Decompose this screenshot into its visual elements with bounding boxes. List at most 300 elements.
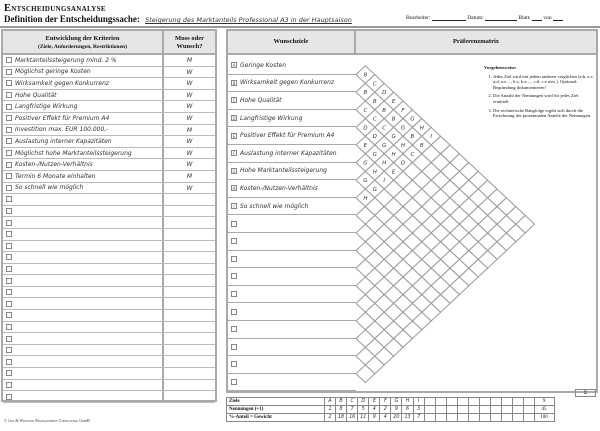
- wunschziele-header: Wunschziele: [228, 31, 356, 53]
- criteria-text: Marktanteilssteigerung mind. 2 %: [15, 56, 117, 64]
- matrix-winner-label: E: [391, 99, 396, 105]
- criteria-cell[interactable]: [3, 264, 164, 275]
- procedure-step: 3. Die rechnerische Rangfolge ergibt sich durch die Errechnung der prozentualen Anteile der Nennungen.: [493, 108, 596, 119]
- procedure-step: 1. Jedes Ziel wird mit jedem anderen verglichen (a:b, a:c, a:d, a:e ..., b:c, b:e ..., c:d, c:e usw.). Optional: Begründung dokumentieren!: [493, 74, 596, 91]
- criteria-header-subtitle: (Ziele, Anforderungen, Restriktionen): [38, 44, 127, 50]
- definition-line: [4, 14, 352, 24]
- criteria-row: [3, 287, 215, 299]
- datum-field[interactable]: [485, 15, 517, 21]
- matrix-winner-label: G: [363, 178, 368, 185]
- wunschziel-text: Kosten-/Nutzen-Verhältnis: [240, 184, 318, 192]
- wunschziel-row[interactable]: [228, 251, 356, 269]
- criteria-checkbox[interactable]: [6, 150, 12, 156]
- criteria-checkbox[interactable]: [6, 115, 12, 121]
- criteria-text: So schnell wie möglich: [15, 184, 84, 192]
- summary-cell[interactable]: 3: [413, 406, 424, 414]
- summary-cell-empty[interactable]: [479, 406, 490, 414]
- criteria-checkbox[interactable]: [6, 370, 12, 376]
- procedure-box: [484, 65, 596, 122]
- summary-cell-empty[interactable]: [523, 406, 534, 414]
- criteria-cell[interactable]: [3, 368, 164, 379]
- summary-cell-empty[interactable]: [512, 414, 523, 422]
- praeferenzmatrix-header: Präferenzmatrix: [452, 38, 500, 45]
- criteria-row: [3, 322, 215, 334]
- wunschziel-letter-box: H: [232, 186, 236, 192]
- summary-cell-empty[interactable]: [512, 406, 523, 414]
- summary-cell[interactable]: 8: [336, 406, 347, 414]
- matrix-winner-label: D: [400, 160, 406, 167]
- summary-cell-empty[interactable]: [435, 414, 446, 422]
- summary-cell[interactable]: 6: [402, 406, 413, 414]
- muss-wunsch-cell[interactable]: [164, 333, 215, 344]
- criteria-cell[interactable]: [3, 67, 164, 78]
- summary-cell[interactable]: 4: [380, 414, 391, 422]
- summary-cell-empty[interactable]: [446, 398, 457, 406]
- muss-wunsch-cell[interactable]: [164, 264, 215, 275]
- muss-wunsch-cell[interactable]: W: [186, 161, 193, 169]
- wunschziel-letter-box: I: [231, 203, 237, 209]
- criteria-cell[interactable]: [3, 101, 164, 112]
- matrix-winner-label: C: [372, 81, 377, 88]
- wunschziel-row[interactable]: [228, 110, 356, 128]
- summary-cell-empty[interactable]: [435, 406, 446, 414]
- summary-sum-cell: 100: [534, 414, 554, 422]
- muss-wunsch-cell[interactable]: M: [186, 172, 193, 180]
- criteria-checkbox[interactable]: [6, 127, 12, 133]
- criteria-table: [1, 29, 217, 402]
- criteria-text: Positiver Effekt für Premium A4: [15, 114, 110, 122]
- wunschziel-text: Positiver Effekt für Premium A4: [240, 132, 335, 140]
- wunschziel-row[interactable]: [228, 75, 356, 93]
- muss-wunsch-cell[interactable]: W: [186, 80, 193, 88]
- criteria-text: Auslastung interner Kapazitäten: [15, 137, 112, 145]
- criteria-cell[interactable]: [3, 159, 164, 170]
- matrix-winner-label: G: [372, 151, 377, 158]
- matrix-winner-label: B: [363, 72, 368, 79]
- bearbeiter-label: Bearbeiter:: [406, 15, 431, 21]
- summary-cell-empty[interactable]: [479, 398, 490, 406]
- wunschziel-text: Auslastung interner Kapazitäten: [240, 149, 337, 157]
- summary-cell-empty[interactable]: [501, 414, 512, 422]
- matrix-winner-label: B: [382, 107, 387, 114]
- summary-cell-empty[interactable]: [490, 414, 501, 422]
- von-field[interactable]: [553, 15, 563, 21]
- summary-cell[interactable]: F: [380, 398, 391, 406]
- wunschziel-row[interactable]: [228, 374, 356, 392]
- summary-row-label: %-Anteil = Gewicht: [227, 414, 325, 422]
- wunschziel-row[interactable]: [228, 92, 356, 110]
- sigma-header: Σ: [575, 389, 596, 397]
- muss-wunsch-cell[interactable]: [164, 217, 215, 228]
- criteria-checkbox[interactable]: [6, 301, 12, 307]
- criteria-checkbox[interactable]: [6, 57, 12, 63]
- wunschziel-row[interactable]: [228, 286, 356, 304]
- summary-cell[interactable]: 5: [358, 406, 369, 414]
- matrix-winner-label: H: [382, 160, 387, 167]
- matrix-winner-label: G: [363, 160, 368, 167]
- matrix-winner-label: G: [400, 125, 406, 132]
- criteria-checkbox[interactable]: [6, 289, 12, 295]
- matrix-winner-label: F: [401, 107, 405, 114]
- criteria-checkbox[interactable]: [6, 278, 12, 284]
- wunschziel-row[interactable]: [228, 339, 356, 357]
- criteria-cell[interactable]: [3, 287, 164, 298]
- wunschziel-row[interactable]: [228, 127, 356, 145]
- document-title: Entscheidungsanalyse: [4, 3, 106, 14]
- muss-wunsch-cell[interactable]: W: [186, 149, 193, 157]
- wunschziel-letter-box: C: [232, 98, 236, 104]
- criteria-row: [3, 380, 215, 392]
- criteria-cell[interactable]: [3, 310, 164, 321]
- matrix-winner-label: G: [410, 116, 415, 123]
- wunschziel-letter-box: F: [232, 151, 236, 157]
- wunschziel-letter-box: [231, 344, 237, 350]
- criteria-cell[interactable]: [3, 241, 164, 252]
- criteria-row: [3, 113, 215, 125]
- criteria-checkbox[interactable]: [6, 347, 12, 353]
- criteria-cell[interactable]: [3, 252, 164, 263]
- criteria-checkbox[interactable]: [6, 312, 12, 318]
- criteria-text: Möglichst geringe Kosten: [15, 68, 91, 76]
- criteria-cell[interactable]: [3, 90, 164, 101]
- criteria-checkbox[interactable]: [6, 254, 12, 260]
- summary-cell[interactable]: 13: [402, 414, 413, 422]
- matrix-winner-label: C: [372, 116, 377, 123]
- summary-cell[interactable]: G: [391, 398, 402, 406]
- datum-label: Datum:: [467, 15, 484, 21]
- criteria-cell[interactable]: [3, 194, 164, 205]
- muss-wunsch-cell[interactable]: [164, 368, 215, 379]
- matrix-winner-label: H: [363, 195, 368, 202]
- muss-wunsch-cell[interactable]: [164, 322, 215, 333]
- criteria-checkbox[interactable]: [6, 138, 12, 144]
- muss-wunsch-cell[interactable]: [164, 206, 215, 217]
- wunschziele-list: [228, 57, 356, 391]
- muss-wunsch-cell[interactable]: [164, 275, 215, 286]
- criteria-cell[interactable]: [3, 183, 164, 194]
- criteria-cell[interactable]: [3, 217, 164, 228]
- criteria-row: [3, 310, 215, 322]
- wunschziel-row[interactable]: [228, 303, 356, 321]
- criteria-text: Termin 6 Monate einhalten: [15, 172, 96, 180]
- criteria-cell[interactable]: [3, 113, 164, 124]
- summary-cell[interactable]: I: [413, 398, 424, 406]
- wunschziel-letter-box: E: [232, 133, 236, 139]
- wunschziel-text: Hohe Marktanteilssteigerung: [240, 167, 327, 175]
- criteria-text: Wirksamkeit gegen Konkurrenz: [15, 79, 110, 87]
- wunschziel-row[interactable]: [228, 180, 356, 198]
- criteria-text: Möglichst hohe Marktanteilssteigerung: [15, 149, 132, 157]
- criteria-checkbox[interactable]: [6, 359, 12, 365]
- muss-wunsch-cell[interactable]: W: [186, 114, 193, 122]
- criteria-cell[interactable]: [3, 345, 164, 356]
- criteria-checkbox[interactable]: [6, 382, 12, 388]
- summary-cell-empty[interactable]: [457, 414, 468, 422]
- muss-wunsch-cell[interactable]: [164, 194, 215, 205]
- summary-cell[interactable]: E: [369, 398, 380, 406]
- wunschziel-row[interactable]: [228, 356, 356, 374]
- matrix-winner-label: B: [391, 116, 396, 123]
- criteria-checkbox[interactable]: [6, 208, 12, 214]
- muss-wunsch-cell[interactable]: [164, 310, 215, 321]
- summary-cell-empty[interactable]: [424, 414, 435, 422]
- criteria-row: [3, 67, 215, 79]
- matrix-winner-label: D: [363, 125, 368, 132]
- summary-cell[interactable]: 11: [358, 414, 369, 422]
- muss-wunsch-cell[interactable]: W: [186, 68, 193, 76]
- wunschziel-letter-box: [231, 326, 237, 332]
- criteria-cell[interactable]: [3, 55, 164, 66]
- summary-cell[interactable]: A: [325, 398, 336, 406]
- summary-cell-empty[interactable]: [468, 398, 479, 406]
- matrix-winner-label: G: [391, 134, 396, 141]
- wunschziel-letter-box: [231, 291, 237, 297]
- summary-cell[interactable]: H: [402, 398, 413, 406]
- matrix-winner-label: B: [372, 99, 377, 105]
- muss-wunsch-cell[interactable]: M: [186, 126, 193, 134]
- criteria-cell[interactable]: [3, 229, 164, 240]
- criteria-row: [3, 183, 215, 195]
- summary-cell-empty[interactable]: [490, 398, 501, 406]
- copyright: © Jaw & Winston Management Consulting GmbH: [4, 418, 90, 423]
- criteria-row: [3, 101, 215, 113]
- wunschziel-row[interactable]: [228, 215, 356, 233]
- criteria-cell[interactable]: [3, 206, 164, 217]
- criteria-row: [3, 356, 215, 368]
- summary-cell-empty[interactable]: [424, 406, 435, 414]
- matrix-winner-label: C: [382, 125, 387, 132]
- header-divider: [0, 26, 600, 28]
- summary-cell[interactable]: 1: [325, 406, 336, 414]
- muss-wunsch-cell[interactable]: [164, 380, 215, 391]
- wunschziel-row[interactable]: [228, 198, 356, 216]
- criteria-row: [3, 171, 215, 183]
- bearbeiter-field[interactable]: [432, 15, 466, 21]
- matrix-winner-label: G: [372, 187, 377, 193]
- summary-cell[interactable]: C: [347, 398, 358, 406]
- meta-fields: [406, 15, 563, 21]
- muss-wunsch-cell[interactable]: [164, 298, 215, 309]
- wunschziel-text: Wirksamkeit gegen Konkurrenz: [240, 79, 335, 87]
- criteria-checkbox[interactable]: [6, 173, 12, 179]
- criteria-row: [3, 206, 215, 218]
- wunschziel-letter-box: [231, 361, 237, 367]
- criteria-cell[interactable]: [3, 148, 164, 159]
- preference-header: [228, 31, 596, 55]
- criteria-cell[interactable]: [3, 275, 164, 286]
- criteria-text: Langfristige Wirkung: [15, 103, 78, 111]
- muss-wunsch-cell[interactable]: [164, 391, 215, 402]
- criteria-row: [3, 217, 215, 229]
- summary-cell[interactable]: D: [358, 398, 369, 406]
- criteria-cell[interactable]: [3, 78, 164, 89]
- muss-wunsch-cell[interactable]: W: [186, 103, 193, 111]
- muss-wunsch-cell[interactable]: W: [186, 91, 193, 99]
- summary-cell-empty[interactable]: [468, 406, 479, 414]
- criteria-checkbox[interactable]: [6, 243, 12, 249]
- muss-wunsch-cell[interactable]: M: [186, 57, 193, 64]
- wunschziel-row[interactable]: [228, 321, 356, 339]
- wunschziel-letter-box: [231, 256, 237, 262]
- summary-cell[interactable]: 9: [369, 414, 380, 422]
- summary-sum-cell: 45: [534, 406, 554, 414]
- criteria-header-title: Entwicklung der Kriterien: [45, 35, 120, 42]
- muss-wunsch-cell[interactable]: [164, 229, 215, 240]
- muss-wunsch-cell[interactable]: [164, 287, 215, 298]
- summary-cell[interactable]: 9: [391, 406, 402, 414]
- summary-sum-cell: 9: [534, 398, 554, 406]
- matrix-winner-label: C: [410, 151, 415, 158]
- criteria-checkbox[interactable]: [6, 266, 12, 272]
- procedure-heading: Vorgehensweise:: [484, 65, 517, 70]
- criteria-cell[interactable]: [3, 356, 164, 367]
- wunschziel-row[interactable]: [228, 233, 356, 251]
- matrix-winner-label: H: [419, 125, 424, 132]
- summary-row-label: Nennungen (+1): [227, 406, 325, 414]
- criteria-row: [3, 333, 215, 345]
- summary-cell-empty[interactable]: [501, 398, 512, 406]
- summary-cell-empty[interactable]: [457, 406, 468, 414]
- muss-wunsch-cell[interactable]: [164, 241, 215, 252]
- criteria-checkbox[interactable]: [6, 185, 12, 191]
- summary-cell-empty[interactable]: [523, 398, 534, 406]
- criteria-row: [3, 229, 215, 241]
- criteria-row: [3, 90, 215, 102]
- procedure-steps: [484, 74, 596, 119]
- criteria-row: [3, 159, 215, 171]
- matrix-winner-label: D: [382, 90, 387, 97]
- summary-row: [227, 406, 555, 414]
- von-label: von: [543, 15, 552, 21]
- wunschziel-row[interactable]: [228, 268, 356, 286]
- summary-cell[interactable]: 20: [391, 414, 402, 422]
- wunsch-label: Wunsch?: [176, 43, 203, 50]
- muss-wunsch-cell[interactable]: [164, 356, 215, 367]
- summary-cell-empty[interactable]: [468, 414, 479, 422]
- muss-wunsch-cell[interactable]: W: [186, 184, 193, 192]
- summary-cell[interactable]: B: [336, 398, 347, 406]
- summary-cell[interactable]: 7: [347, 406, 358, 414]
- muss-oder-label: Muss oder: [174, 35, 205, 42]
- muss-wunsch-cell[interactable]: W: [186, 138, 193, 146]
- criteria-cell[interactable]: [3, 171, 164, 182]
- matrix-winner-label: E: [391, 169, 396, 176]
- criteria-checkbox[interactable]: [6, 324, 12, 330]
- summary-cell[interactable]: 4: [369, 406, 380, 414]
- criteria-checkbox[interactable]: [6, 104, 12, 110]
- summary-cell[interactable]: 2: [325, 414, 336, 422]
- summary-cell-empty[interactable]: [446, 406, 457, 414]
- criteria-checkbox[interactable]: [6, 162, 12, 168]
- wunschziel-letter-box: B: [232, 80, 236, 86]
- summary-cell-empty[interactable]: [479, 414, 490, 422]
- criteria-row: [3, 55, 215, 67]
- summary-cell-empty[interactable]: [424, 398, 435, 406]
- summary-cell[interactable]: 2: [380, 406, 391, 414]
- summary-row: [227, 398, 555, 406]
- muss-wunsch-cell[interactable]: [164, 345, 215, 356]
- summary-cell-empty[interactable]: [512, 398, 523, 406]
- summary-cell[interactable]: 16: [347, 414, 358, 422]
- matrix-winner-label: G: [382, 143, 387, 149]
- criteria-text: Investition max. EUR 100.000,-: [15, 126, 109, 134]
- summary-cell-empty[interactable]: [501, 406, 512, 414]
- matrix-winner-label: I: [430, 134, 433, 141]
- criteria-checkbox[interactable]: [6, 336, 12, 342]
- wunschziel-letter-box: [231, 238, 237, 244]
- criteria-row: [3, 148, 215, 160]
- muss-wunsch-cell[interactable]: [164, 252, 215, 263]
- wunschziel-letter-box: D: [232, 116, 236, 122]
- wunschziel-letter-box: G: [232, 168, 236, 174]
- wunschziel-row[interactable]: [228, 163, 356, 181]
- summary-cell-empty[interactable]: [523, 414, 534, 422]
- criteria-cell[interactable]: [3, 333, 164, 344]
- wunschziel-text: So schnell wie möglich: [240, 202, 309, 210]
- criteria-row: [3, 194, 215, 206]
- wunschziel-letter-box: [231, 221, 237, 227]
- blatt-label: Blatt:: [518, 15, 531, 21]
- criteria-checkbox[interactable]: [6, 69, 12, 75]
- criteria-row: [3, 391, 215, 403]
- criteria-checkbox[interactable]: [6, 92, 12, 98]
- criteria-row: [3, 275, 215, 287]
- wunschziel-row[interactable]: [228, 57, 356, 75]
- criteria-checkbox[interactable]: [6, 80, 12, 86]
- summary-cell[interactable]: 18: [336, 414, 347, 422]
- criteria-row: [3, 241, 215, 253]
- matrix-winner-label: H: [391, 151, 396, 158]
- summary-cell-empty[interactable]: [446, 414, 457, 422]
- criteria-row: [3, 345, 215, 357]
- wunschziel-letter-box: [231, 273, 237, 279]
- criteria-cell[interactable]: [3, 391, 164, 402]
- matrix-winner-label: E: [363, 143, 368, 149]
- criteria-header-col2: [164, 31, 215, 53]
- summary-cell-empty[interactable]: [457, 398, 468, 406]
- summary-cell[interactable]: 7: [413, 414, 424, 422]
- definition-value[interactable]: Steigerung des Marktanteils Professional A3 in der Hauptsaison: [145, 16, 352, 24]
- wunschziel-text: Geringe Kosten: [240, 61, 287, 69]
- blatt-field[interactable]: [532, 15, 542, 21]
- criteria-checkbox[interactable]: [6, 220, 12, 226]
- criteria-cell[interactable]: [3, 380, 164, 391]
- criteria-row: [3, 264, 215, 276]
- criteria-header-col1: [3, 31, 164, 53]
- criteria-checkbox[interactable]: [6, 196, 12, 202]
- criteria-row: [3, 298, 215, 310]
- criteria-checkbox[interactable]: [6, 394, 12, 400]
- criteria-cell[interactable]: [3, 125, 164, 136]
- summary-table: [226, 397, 555, 422]
- criteria-cell[interactable]: [3, 136, 164, 147]
- criteria-cell[interactable]: [3, 298, 164, 309]
- matrix-winner-label: H: [400, 143, 406, 149]
- criteria-text: Kosten-/Nutzen-Verhältnis: [15, 161, 93, 169]
- matrix-winner-label: H: [372, 169, 377, 176]
- summary-cell-empty[interactable]: [435, 398, 446, 406]
- wunschziel-text: Langfristige Wirkung: [240, 114, 303, 122]
- matrix-winner-label: C: [363, 107, 368, 114]
- wunschziel-letter-box: [231, 309, 237, 315]
- matrix-winner-label: B: [410, 134, 415, 141]
- summary-cell-empty[interactable]: [490, 406, 501, 414]
- criteria-checkbox[interactable]: [6, 231, 12, 237]
- criteria-row: [3, 125, 215, 137]
- wunschziel-row[interactable]: [228, 145, 356, 163]
- criteria-cell[interactable]: [3, 322, 164, 333]
- criteria-header: [3, 31, 215, 55]
